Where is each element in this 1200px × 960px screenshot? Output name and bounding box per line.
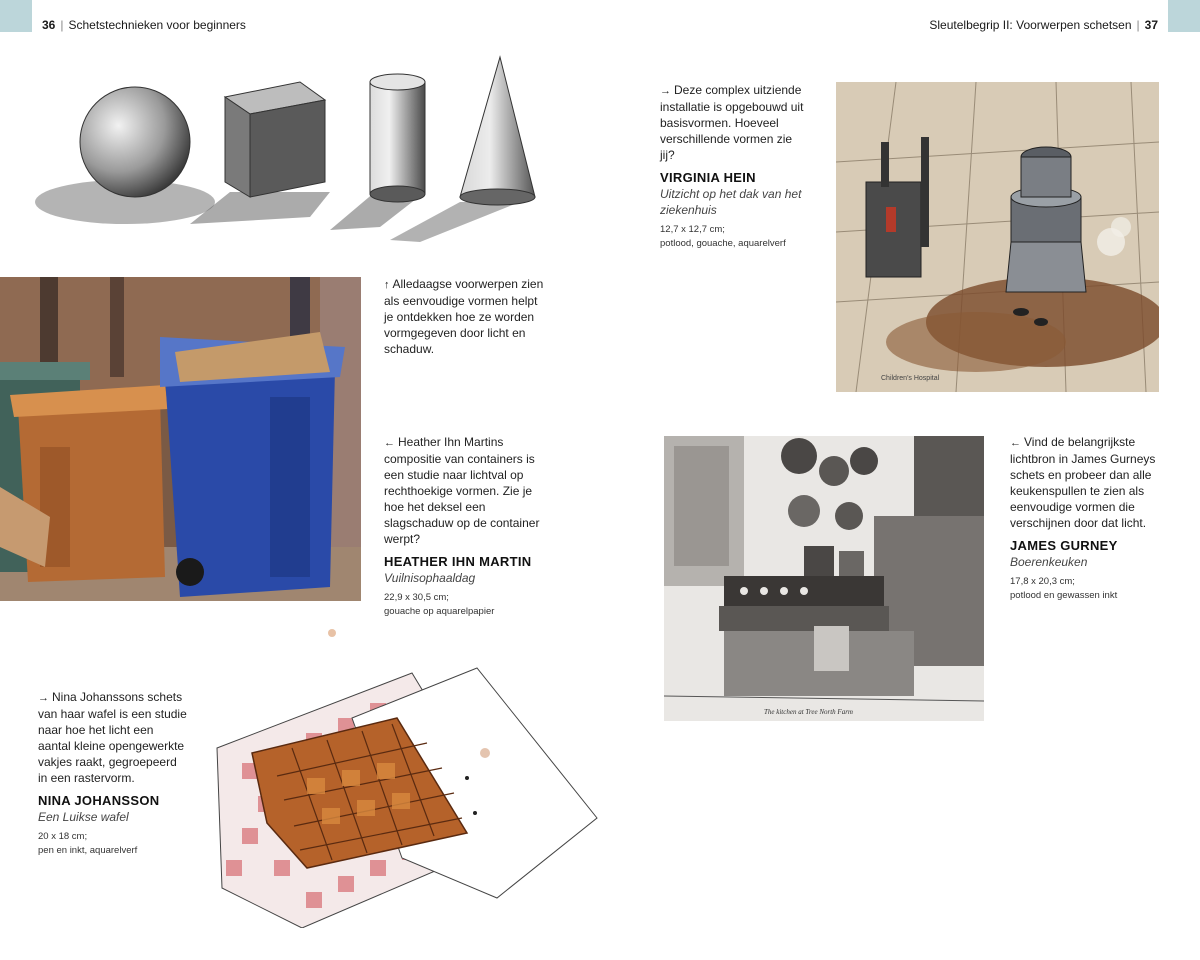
up-arrow-icon: ↑: [384, 279, 390, 291]
section-title: Voorwerpen schetsen: [1016, 18, 1132, 32]
artist-name: NINA JOHANSSON: [38, 793, 160, 808]
caption-martin: [384, 434, 544, 619]
waffle-watercolor-sketch: [212, 628, 602, 928]
right-arrow-icon: →: [38, 692, 49, 704]
right-page-header: Sleutelbegrip II: Voorwerpen schetsen | 37: [929, 18, 1158, 32]
artwork-dimensions: 12,7 x 12,7 cm;: [660, 224, 725, 235]
artwork-medium: potlood, gouache, aquarelverf: [660, 238, 786, 249]
book-title: Schetstechnieken voor beginners: [68, 18, 246, 32]
artist-name: VIRGINIA HEIN: [660, 170, 756, 185]
caption-hein: [660, 82, 810, 251]
gouache-containers-painting: [0, 277, 361, 601]
pencil-shapes-illustration: [30, 52, 545, 247]
artwork-dimensions: 22,9 x 30,5 cm;: [384, 592, 449, 603]
artwork-medium: pen en inkt, aquarelverf: [38, 845, 138, 856]
artwork-title: Uitzicht op het dak van het ziekenhuis: [660, 187, 802, 217]
left-page-header: 36 | Schetstechnieken voor beginners: [42, 18, 246, 32]
caption-intro-text: Alledaagse voorwerpen zien als eenvoudige vormen helpt je ontdekken hoe ze worden vormgegeven door licht en schaduw.: [384, 277, 544, 356]
left-page-number: 36: [42, 18, 56, 32]
kitchen-ink-wash-sketch: [664, 436, 984, 721]
right-page-number: 37: [1144, 18, 1158, 32]
caption-martin-text: Heather Ihn Martins compositie van containers is een studie naar lichtval op rechthoekige vormen. Zie je hoe het deksel een slagschaduw op de container werpt?: [384, 435, 540, 546]
artist-name: HEATHER IHN MARTIN: [384, 554, 532, 569]
left-arrow-icon: ←: [384, 437, 395, 449]
artwork-title: Vuilnisophaaldag: [384, 571, 476, 585]
artwork-medium: potlood en gewassen inkt: [1010, 590, 1118, 601]
section-bold: Sleutelbegrip II:: [929, 18, 1013, 32]
right-arrow-icon: →: [660, 85, 671, 97]
caption-gurney-text: Vind de belangrijkste lichtbron in James Gurneys schets en probeer dan alle keukenspullen te zien als eenvoudige vormen die verschijnen door dat licht.: [1010, 435, 1156, 530]
left-corner-tab: [0, 0, 32, 32]
artwork-dimensions: 20 x 18 cm;: [38, 831, 88, 842]
artwork-dimensions: 17,8 x 20,3 cm;: [1010, 576, 1075, 587]
caption-hein-text: Deze complex uitziende installatie is opgebouwd uit basisvormen. Hoeveel verschillende vormen zie jij?: [660, 83, 804, 162]
rooftop-signature: Children's Hospital: [881, 375, 940, 382]
caption-intro: [384, 276, 544, 357]
artist-name: JAMES GURNEY: [1010, 538, 1118, 553]
artwork-title: Boerenkeuken: [1010, 555, 1088, 569]
left-arrow-icon: ←: [1010, 437, 1021, 449]
kitchen-signature: The kitchen at Tree North Farm: [764, 708, 853, 716]
caption-gurney: [1010, 434, 1160, 603]
caption-johansson: [38, 689, 188, 858]
caption-johansson-text: Nina Johanssons schets van haar wafel is een studie naar hoe het licht een aantal kleine opengewerkte vakjes raakt, gegroepeerd in een rastervorm.: [38, 690, 187, 785]
artwork-medium: gouache op aquarelpapier: [384, 606, 495, 617]
rooftop-installation-painting: [836, 82, 1159, 392]
artwork-title: Een Luikse wafel: [38, 810, 129, 824]
right-corner-tab: [1168, 0, 1200, 32]
